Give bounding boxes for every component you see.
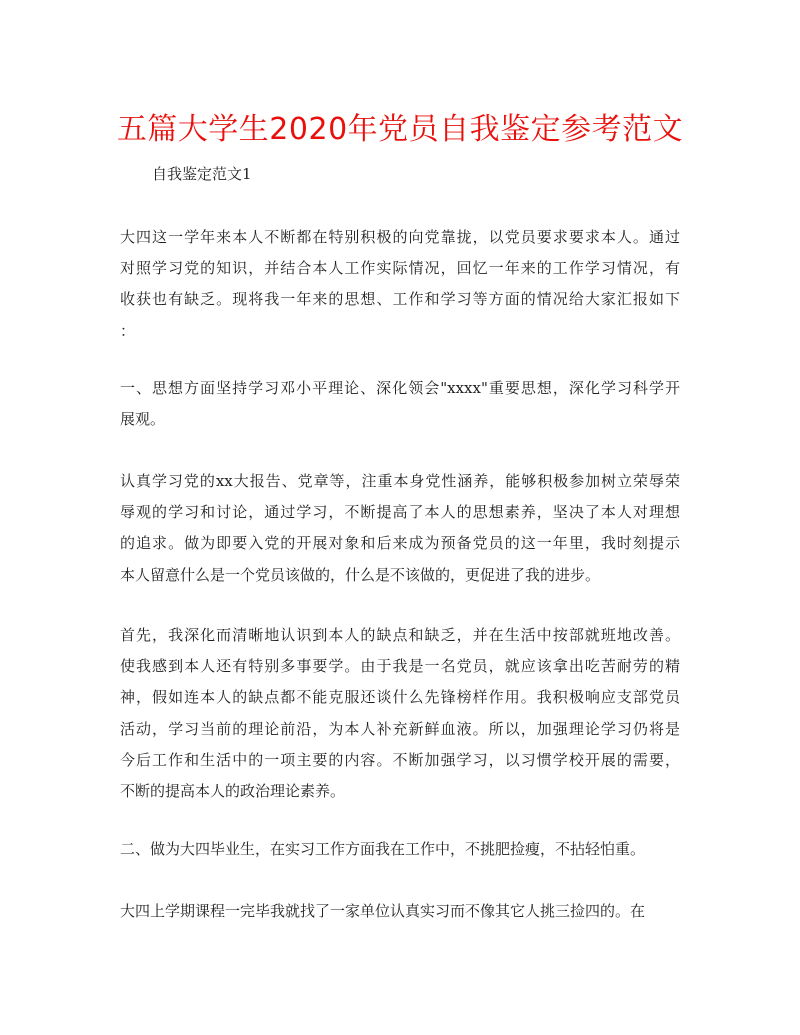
paragraph-line: 首先，我深化而清晰地认识到本人的缺点和缺乏，并在生活中按部就班地改善。 [120, 626, 680, 644]
paragraph-line: 使我感到本人还有特别多事要学。由于我是一名党员，就应该拿出吃苦耐劳的精 [120, 657, 680, 676]
paragraph-line: 本人留意什么是一个党员该做的，什么是不该做的，更促进了我的进步。 [120, 565, 601, 584]
paragraph-line: 展观。 [120, 410, 166, 429]
paragraph-line: 对照学习党的知识，并结合本人工作实际情况，回忆一年来的工作学习情况，有 [120, 259, 680, 278]
paragraph-6 [120, 896, 680, 927]
paragraph-line: 大四这一学年来本人不断都在特别积极的向党靠拢，以党员要求要求本人。通过 [120, 228, 680, 246]
document-title: 五篇大学生2020年党员自我鉴定参考范文 [116, 112, 684, 147]
document-subtitle: 自我鉴定范文1 [152, 165, 252, 183]
paragraph-line: 神，假如连本人的缺点都不能克服还谈什么先锋榜样作用。我积极响应支部党员 [120, 688, 680, 707]
paragraph-1 [120, 222, 680, 347]
paragraph-3 [120, 466, 680, 591]
paragraph-line: 的追求。做为即要入党的开展对象和后来成为预备党员的这一年里，我时刻提示 [120, 534, 680, 553]
paragraph-line: 二、做为大四毕业生，在实习工作方面我在工作中，不挑肥捡瘦，不拈轻怕重。 [120, 840, 646, 858]
paragraph-5 [120, 834, 680, 865]
paragraph-line: 辱观的学习和讨论，通过学习，不断提高了本人的思想素养，坚决了本人对理想 [120, 503, 680, 522]
paragraph-line: ： [120, 321, 136, 340]
paragraph-line: 今后工作和生活中的一项主要的内容。不断加强学习，以习惯学校开展的需要， [120, 750, 680, 769]
paragraph-line: 收获也有缺乏。现将我一年来的思想、工作和学习等方面的情况给大家汇报如下 [120, 290, 680, 309]
paragraph-2 [120, 373, 680, 435]
paragraph-line: 一、思想方面坚持学习邓小平理论、深化领会"xxxx"重要思想，深化学习科学开 [120, 379, 680, 397]
paragraph-line: 活动，学习当前的理论前沿，为本人补充新鲜血液。所以，加强理论学习仍将是 [120, 719, 680, 738]
paragraph-4 [120, 620, 680, 807]
paragraph-line: 大四上学期课程一完毕我就找了一家单位认真实习而不像其它人挑三捡四的。在 [120, 902, 646, 920]
paragraph-line: 认真学习党的xx大报告、党章等，注重本身党性涵养，能够积极参加树立荣辱荣 [120, 472, 680, 490]
paragraph-line: 不断的提高本人的政治理论素养。 [120, 782, 346, 801]
